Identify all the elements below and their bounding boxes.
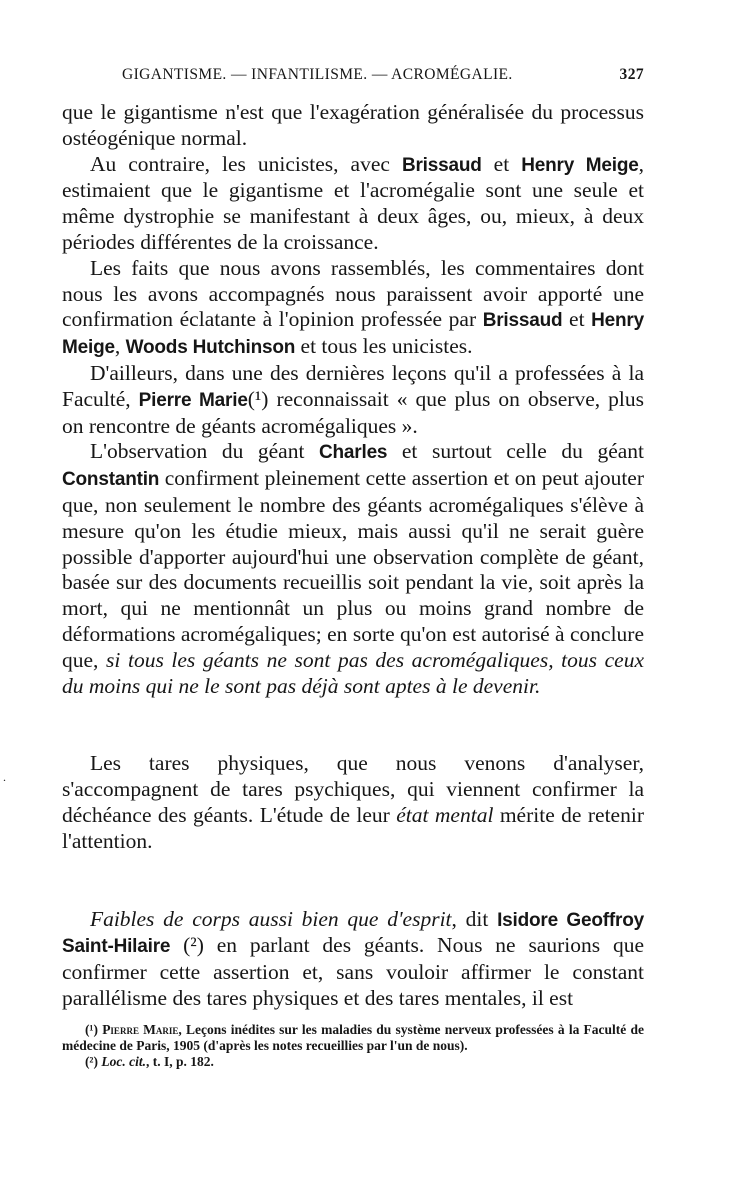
text-run: confirment pleinement cette assertion et on peut ajouter que, non seulement le nombre des géants acromégaliques s'élève à mesure qu'on les étudie mieux, mais aussi qu'il ne serait guère possible d'apporter aujourd'hui une observation complète de géant, basée sur des documents recueillis soit pendant la vie, soit après la mort, qui ne mentionnât un plus ou moins grand nombre de déformations acromégaliques; en sorte qu'on est autorisé à conclure que, [62,466,644,672]
footnote-2 [62,1054,644,1070]
section-gap [62,855,644,907]
footnotes [62,1022,644,1070]
text-run: (²) en parlant des géants. Nous ne saurions que confirmer cette assertion et, sans vouloir affirmer le constant parallélisme des tares physiques et des tares mentales, il est [62,933,644,1010]
footnote-text: , t. I, p. 182. [145,1054,214,1069]
text-run: et surtout celle du géant [387,439,644,464]
running-header [62,64,644,88]
text-run: Au contraire, les unicistes, avec [89,151,402,176]
text-run: , [114,334,126,359]
author-name: Brissaud [482,310,563,332]
italic-conclusion: si tous les géants ne sont pas des acromégaliques, tous ceux du moins qui ne le sont pas déjà sont aptes à le devenir. [62,647,644,698]
margin-mark: . [3,770,6,784]
text-run: Les faits que nous avons rassemblés, les commentaires dont nous les avons accompagnés nous paraissent avoir apporté une confirmation éclatante à l'opinion professée par [62,255,644,332]
text-run: et tous les unicistes. [295,334,473,359]
text-run: et [562,307,592,332]
footnote-italic: Loc. cit. [101,1054,146,1069]
book-page [62,64,644,1012]
footnote-mark: (¹) [84,1022,103,1037]
author-name: Henry Meige [62,310,644,359]
author-name: Isidore Geoffroy Saint-Hilaire [62,909,644,958]
paragraph-unicistes [62,152,644,256]
text-run: et [481,151,522,176]
text-run: mérite de retenir l'attention. [62,802,644,853]
author-name: Henry Meige [521,154,639,176]
text-run: (¹) reconnaissait « que plus on observe, plus on rencontre de géants acromégaliques ». [62,386,644,438]
giant-name: Constantin [62,469,160,491]
author-name: Brissaud [401,154,482,176]
paragraph-tares [62,751,644,854]
italic-quotation: Faibles de corps aussi bien que d'esprit [89,906,452,931]
section-gap [62,699,644,751]
text-run: , dit [451,906,498,931]
text-run: que le gigantisme n'est que l'exagération généralisée du processus ostéogénique normal. [62,100,644,150]
running-title: GIGANTISME. — INFANTILISME. — ACROMÉGALIE. [122,66,513,83]
footnote-author: Pierre Marie [102,1022,179,1037]
text-run: Les tares physiques, que nous venons d'analyser, s'accompagnent de tares psychiques, qui viennent confirmer la déchéance des géants. L'étude de leur [62,751,644,827]
text-run: L'observation du géant [89,439,319,464]
italic-term: état mental [396,802,494,827]
page-number: 327 [619,66,644,83]
footnote-mark: (²) [84,1054,102,1069]
author-name: Pierre Marie [138,389,248,411]
text-run: , estimaient que le gigantisme et l'acromégalie sont une seule et même dystrophie se manifestant à deux âges, ou, mieux, à deux périodes différentes de la croissance. [62,151,644,254]
paragraph-observation [62,439,644,699]
footnote-text: , Leçons inédites sur les maladies du système nerveux professées à la Faculté de médecine de Paris, 1905 (d'après les notes recueillies par l'un de nous). [62,1022,644,1053]
text-run: D'ailleurs, dans une des dernières leçons qu'il a professées à la Faculté, [62,360,644,411]
author-name: Woods Hutchinson [125,337,296,359]
paragraph-ailleurs [62,361,644,439]
body-text [62,100,644,1012]
footnote-1 [62,1022,644,1054]
giant-name: Charles [319,442,388,464]
paragraph-continuation [62,100,644,152]
paragraph-faibles [62,907,644,1012]
paragraph-faits [62,256,644,361]
